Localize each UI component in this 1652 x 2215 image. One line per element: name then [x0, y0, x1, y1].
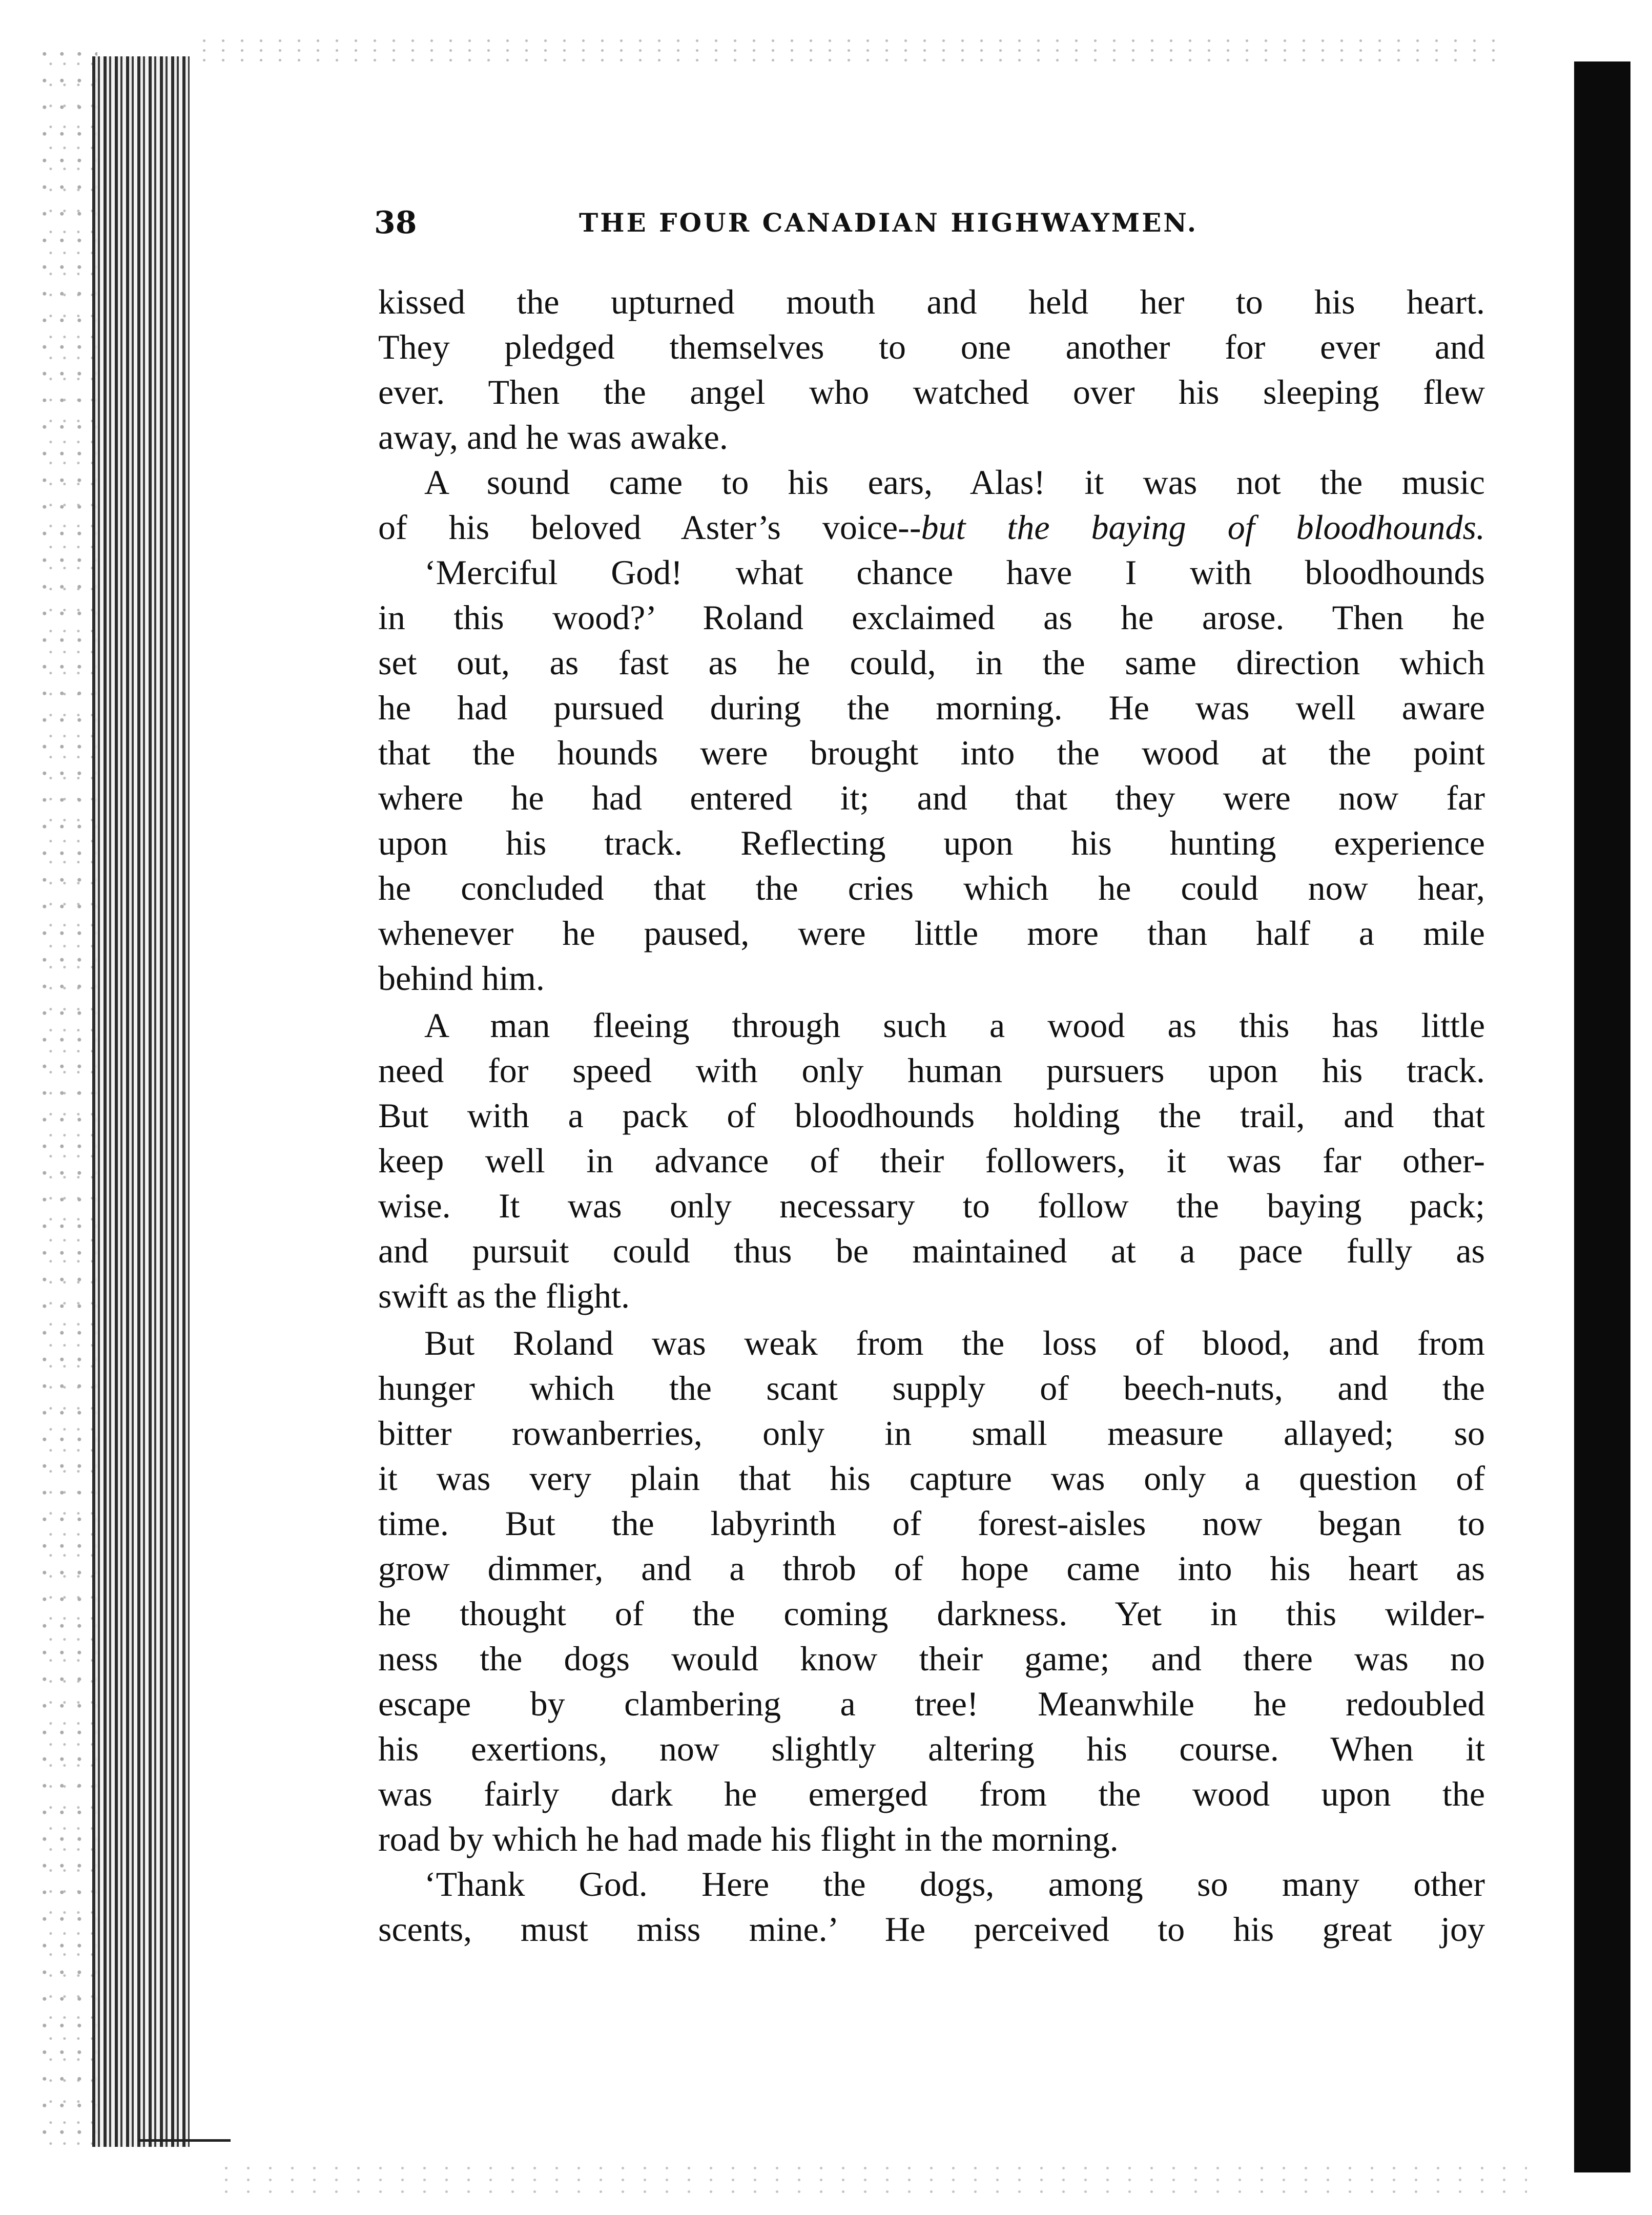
text-line: he thought of the coming darkness. Yet in this wilder-: [378, 1594, 1485, 1633]
text-line: behind him.: [378, 959, 545, 998]
running-head: [374, 202, 1491, 243]
scan-gutter-speckle: [41, 51, 97, 2152]
text-line: A man fleeing through such a wood as this has little: [424, 1006, 1485, 1045]
text-line: keep well in advance of their followers, it was far other-: [378, 1141, 1485, 1180]
text-span: of his beloved Aster’s voice--: [378, 508, 921, 547]
scan-bottom-rule: [138, 2139, 231, 2142]
text-line: where he had entered it; and that they were now far: [378, 778, 1485, 817]
text-line: ness the dogs would know their game; and there was no: [378, 1639, 1485, 1678]
text-line: was fairly dark he emerged from the wood upon the: [378, 1774, 1485, 1813]
text-line: time. But the labyrinth of forest-aisles now began to: [378, 1504, 1485, 1543]
text-line: But with a pack of bloodhounds holding the trail, and that: [378, 1096, 1485, 1135]
text-line: bitter rowanberries, only in small measure allayed; so: [378, 1414, 1485, 1453]
scan-edge-shadow: [1574, 61, 1630, 2172]
text-line: wise. It was only necessary to follow the baying pack;: [378, 1186, 1485, 1225]
text-line: ever. Then the angel who watched over his sleeping flew: [378, 372, 1485, 411]
text-line: A sound came to his ears, Alas! it was not the music: [424, 463, 1485, 502]
text-line: grow dimmer, and a throb of hope came into his heart as: [378, 1549, 1485, 1588]
text-line: in this wood?’ Roland exclaimed as he arose. Then he: [378, 598, 1485, 637]
text-line: and pursuit could thus be maintained at a pace fully as: [378, 1231, 1485, 1270]
text-line: [378, 505, 1485, 550]
scan-top-noise: [195, 36, 1506, 61]
text-line: away, and he was awake.: [378, 418, 728, 457]
body-text: [378, 279, 1485, 1952]
text-line: swift as the flight.: [378, 1276, 630, 1315]
book-title: THE FOUR CANADIAN HIGHWAYMEN.: [579, 208, 1199, 238]
text-line: They pledged themselves to one another for ever and: [378, 327, 1485, 366]
text-line: he concluded that the cries which he could now hear,: [378, 868, 1485, 907]
text-line: whenever he paused, were little more than half a mile: [378, 914, 1485, 953]
text-line: upon his track. Reflecting upon his hunting experience: [378, 823, 1485, 862]
text-line: ‘Merciful God! what chance have I with bloodhounds: [424, 553, 1485, 592]
book-spine-shadow: [92, 56, 190, 2147]
text-line: his exertions, now slightly altering his course. When it: [378, 1729, 1485, 1768]
text-line: he had pursued during the morning. He was well aware: [378, 688, 1485, 727]
text-line: road by which he had made his flight in the morning.: [378, 1819, 1119, 1858]
text-line: But Roland was weak from the loss of blood, and from: [424, 1323, 1485, 1362]
text-line: hunger which the scant supply of beech-nuts, and the: [378, 1369, 1485, 1407]
text-line: it was very plain that his capture was only a question of: [378, 1459, 1485, 1498]
text-line: kissed the upturned mouth and held her to his heart.: [378, 282, 1485, 321]
text-line: need for speed with only human pursuers upon his track.: [378, 1051, 1485, 1090]
page-number: 38: [374, 205, 417, 241]
text-line: escape by clambering a tree! Meanwhile he redoubled: [378, 1684, 1485, 1723]
text-line: that the hounds were brought into the wood at the point: [378, 733, 1485, 772]
italic-text: but the baying of bloodhounds.: [921, 508, 1485, 547]
text-line: scents, must miss mine.’ He perceived to his great joy: [378, 1910, 1485, 1949]
scan-bottom-noise: [215, 2162, 1527, 2193]
text-line: ‘Thank God. Here the dogs, among so many other: [424, 1865, 1485, 1903]
text-line: set out, as fast as he could, in the same direction which: [378, 643, 1485, 682]
